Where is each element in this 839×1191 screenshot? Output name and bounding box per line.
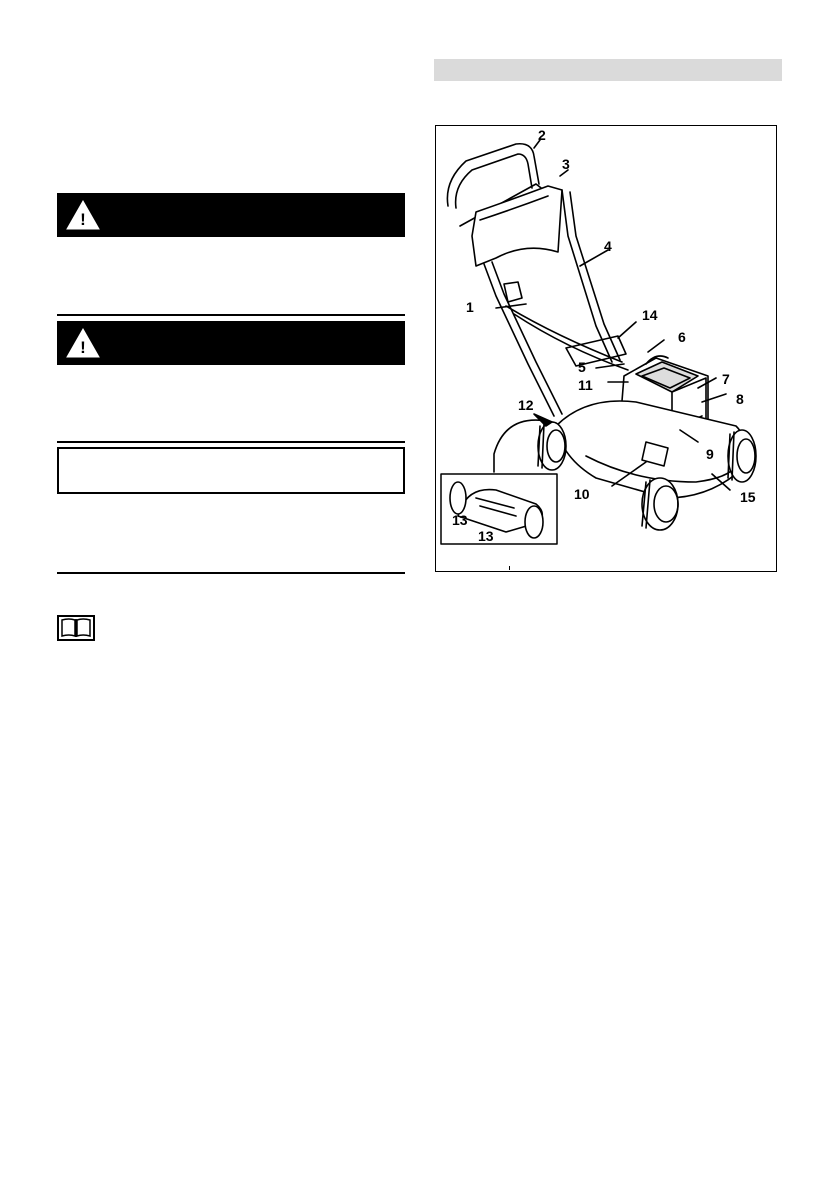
callout-8: 8: [736, 391, 744, 407]
warning-mark: !: [80, 210, 86, 229]
notice-box: [57, 447, 405, 494]
callout-12: 12: [518, 397, 534, 413]
callout-13a: 13: [452, 512, 468, 528]
warning-divider: [57, 314, 405, 316]
warning-banner-1: [57, 193, 405, 237]
callout-15: 15: [740, 489, 756, 505]
callout-7: 7: [722, 371, 730, 387]
callout-9: 9: [706, 446, 714, 462]
callout-5: 5: [578, 359, 586, 375]
warning-mark: !: [80, 338, 86, 357]
callout-4: 4: [604, 238, 612, 254]
lawn-mower-illustration: [436, 126, 776, 571]
callout-3: 3: [562, 156, 570, 172]
notice-divider: [57, 441, 405, 443]
section-header: [434, 59, 782, 81]
figure-tick: [509, 566, 510, 570]
callout-1: 1: [466, 299, 474, 315]
callout-13b: 13: [478, 528, 494, 544]
open-book-icon: [57, 615, 95, 641]
callout-11: 11: [578, 377, 593, 393]
callout-6: 6: [678, 329, 686, 345]
warning-triangle-icon: [66, 328, 100, 358]
warning-triangle-icon: [66, 200, 100, 230]
section-end-rule: [57, 572, 405, 574]
callout-2: 2: [538, 127, 546, 143]
lawn-mower-figure: [435, 125, 777, 572]
callout-14: 14: [642, 307, 658, 323]
callout-10: 10: [574, 486, 590, 502]
warning-banner-2: [57, 321, 405, 365]
